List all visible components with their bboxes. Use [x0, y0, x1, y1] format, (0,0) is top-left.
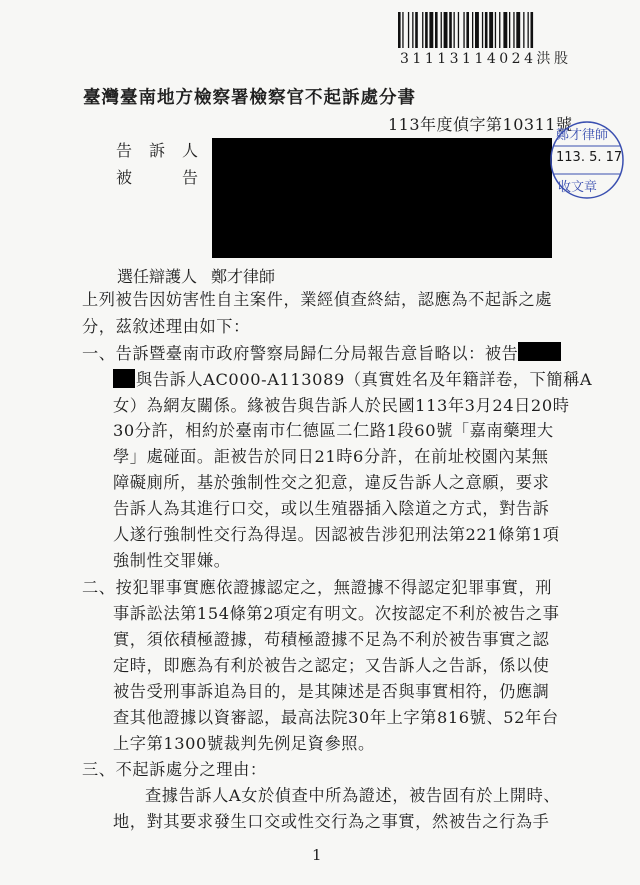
body-line: 一、告訴暨臺南市政府警察局歸仁分局報告意旨略以：被告: [82, 344, 519, 363]
body-line: 查據告訴人A女於偵查中所為證述，被告固有於上開時、: [145, 786, 561, 805]
redaction-block: [113, 369, 135, 388]
redaction-block: [212, 138, 552, 258]
body-line: 實，須依積極證據，苟積極證據不足為不利於被告事實之認: [113, 630, 550, 649]
body-line: 告訴人為其進行口交，或以生殖器插入陰道之方式，對告訴: [113, 499, 550, 518]
barcode-number: 31113114024洪股: [400, 51, 572, 67]
body-line: 定時，即應為有利於被告之認定；又告訴人之告訴，係以使: [113, 656, 550, 675]
defendant-label: 被 告: [116, 168, 199, 187]
body-line: 強制性交罪嫌。: [113, 551, 231, 570]
body-line: 障礙廁所，基於強制性交之犯意，違反告訴人之意願，要求: [113, 473, 550, 492]
complainant-label: 告 訴 人: [116, 141, 199, 160]
case-number: 113年度偵字第10311號: [388, 115, 573, 134]
body-line: 地，對其要求發生口交或性交行為之事實，然被告之行為手: [113, 812, 550, 831]
body-line: 學」處碰面。詎被告於同日21時6分許，在前址校園內某無: [113, 447, 549, 466]
body-line: 被告受刑事訴追為目的，是其陳述是否與事實相符，仍應調: [113, 682, 550, 701]
body-line: 上列被告因妨害性自主案件，業經偵查終結，認應為不起訴之處: [82, 290, 553, 309]
body-line: 二、按犯罪事實應依證據認定之，無證據不得認定犯罪事實，刑: [82, 578, 553, 597]
body-line: 事訴訟法第154條第2項定有明文。次按認定不利於被告之事: [113, 604, 560, 623]
body-line: 30分許，相約於臺南市仁德區二仁路1段60號「嘉南藥理大: [113, 421, 554, 440]
document-title: 臺灣臺南地方檢察署檢察官不起訴處分書: [83, 88, 416, 108]
body-line: 女）為網友關係。緣被告與告訴人於民國113年3月24日20時: [113, 396, 570, 415]
page-number: 1: [312, 846, 322, 864]
barcode: [398, 12, 593, 48]
body-line: 分，茲敘述理由如下：: [82, 317, 250, 336]
redaction-block: [518, 342, 561, 361]
body-line: 人遂行強制性交行為得逞。因認被告涉犯刑法第221條第1項: [113, 525, 560, 544]
body-line: 三、不起訴處分之理由：: [82, 760, 267, 779]
body-line: 查其他證據以資審認，最高法院30年上字第816號、52年台: [113, 708, 559, 727]
received-stamp: 鄭才律師 113. 5. 17 收文章: [548, 118, 626, 202]
body-line: 上字第1300號裁判先例足資參照。: [113, 734, 375, 753]
body-line: 與告訴人AC000-A113089（真實姓名及年籍詳卷，下簡稱A: [136, 370, 593, 389]
defender-line: 選任辯護人 鄭才律師: [117, 267, 276, 286]
